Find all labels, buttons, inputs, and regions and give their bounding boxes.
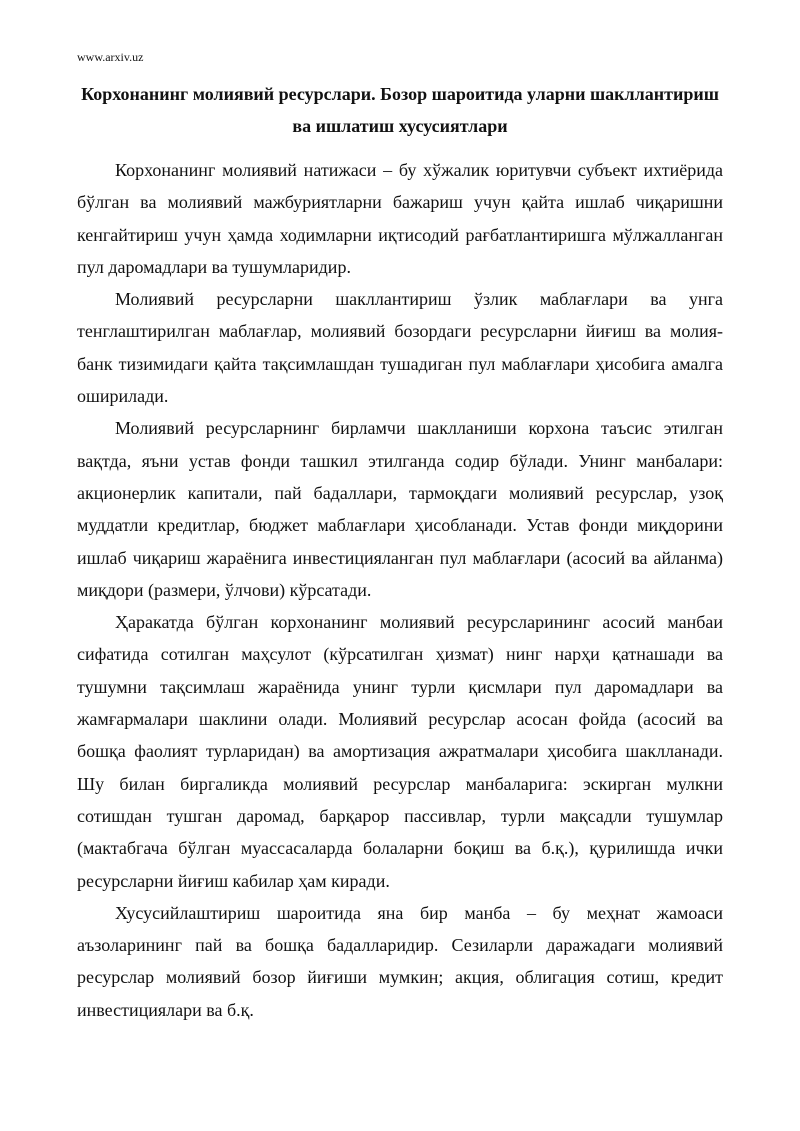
- paragraph-2: Молиявий ресурсларни шакллантириш ўзлик маблағлари ва унга тенглаштирилган маблағлар, молиявий бозордаги ресурсларни йиғиш ва молия-банк тизимидаги қайта тақсимлашдан тушадиган пул маблағлари ҳисобига амалга оширилади.: [77, 289, 723, 407]
- document-body: [77, 154, 723, 1026]
- paragraph-5: Хусусийлаштириш шароитида яна бир манба – бу меҳнат жамоаси аъзоларининг пай ва бошқа бадалларидир. Сезиларли даражадаги молиявий ресурслар молиявий бозор йиғиши мумкин; акция, облигация сотиш, кредит инвестициялари ва б.қ.: [77, 902, 723, 1020]
- header-url[interactable]: www.arxiv.uz: [77, 50, 144, 64]
- paragraph-1: Корхонанинг молиявий натижаси – бу хўжалик юритувчи субъект ихтиёрида бўлган ва молиявий мажбуриятларни бажариш учун қайта ишлаб чиқаришни кенгайтириш учун ҳамда ходимларни иқтисодий рағбатлантиришга мўлжалланган пул даромадлари ва тушумларидир.: [77, 160, 723, 277]
- document-title: [77, 78, 723, 142]
- paragraph-3: Молиявий ресурсларнинг бирламчи шаклланиши корхона таъсис этилган вақтда, яъни устав фонди ташкил этилганда содир бўлади. Унинг манбалари: акционерлик капитали, пай бадаллари, тармоқдаги молиявий ресурслар, узоқ муддатли кредитлар, бюджет маблағлари ҳисобланади. Устав фонди миқдорини ишлаб чиқариш жараёнига инвестицияланган пул маблағлари (асосий ва айланма) миқдори (размери, ўлчови) кўрсатади.: [77, 418, 723, 600]
- title-line-2: ва ишлатиш хусусиятлари: [292, 116, 508, 136]
- title-line-1: Корхонанинг молиявий ресурслари. Бозор шароитида уларни шакллантириш: [81, 84, 719, 104]
- paragraph-4: Ҳаракатда бўлган корхонанинг молиявий ресурсларининг асосий манбаи сифатида сотилган маҳсулот (кўрсатилган ҳизмат) нинг нарҳи қатнашади ва тушумни тақсимлаш жараёнида унинг турли қисмлари пул даромадлари ва жамғармалари шаклини олади. Молиявий ресурслар асосан фойда (асосий ва бошқа фаолият турларидан) ва амортизация ажратмалари ҳисобига шаклланади. Шу билан биргаликда молиявий ресурслар манбаларига: эскирган мулкни сотишдан тушган даромад, барқарор пассивлар, турли мақсадли тушумлар (мактабгача бўлган муассасаларда болаларни боқиш ва б.қ.), қурилишда ички ресурсларни йиғиш кабилар ҳам киради.: [77, 612, 723, 891]
